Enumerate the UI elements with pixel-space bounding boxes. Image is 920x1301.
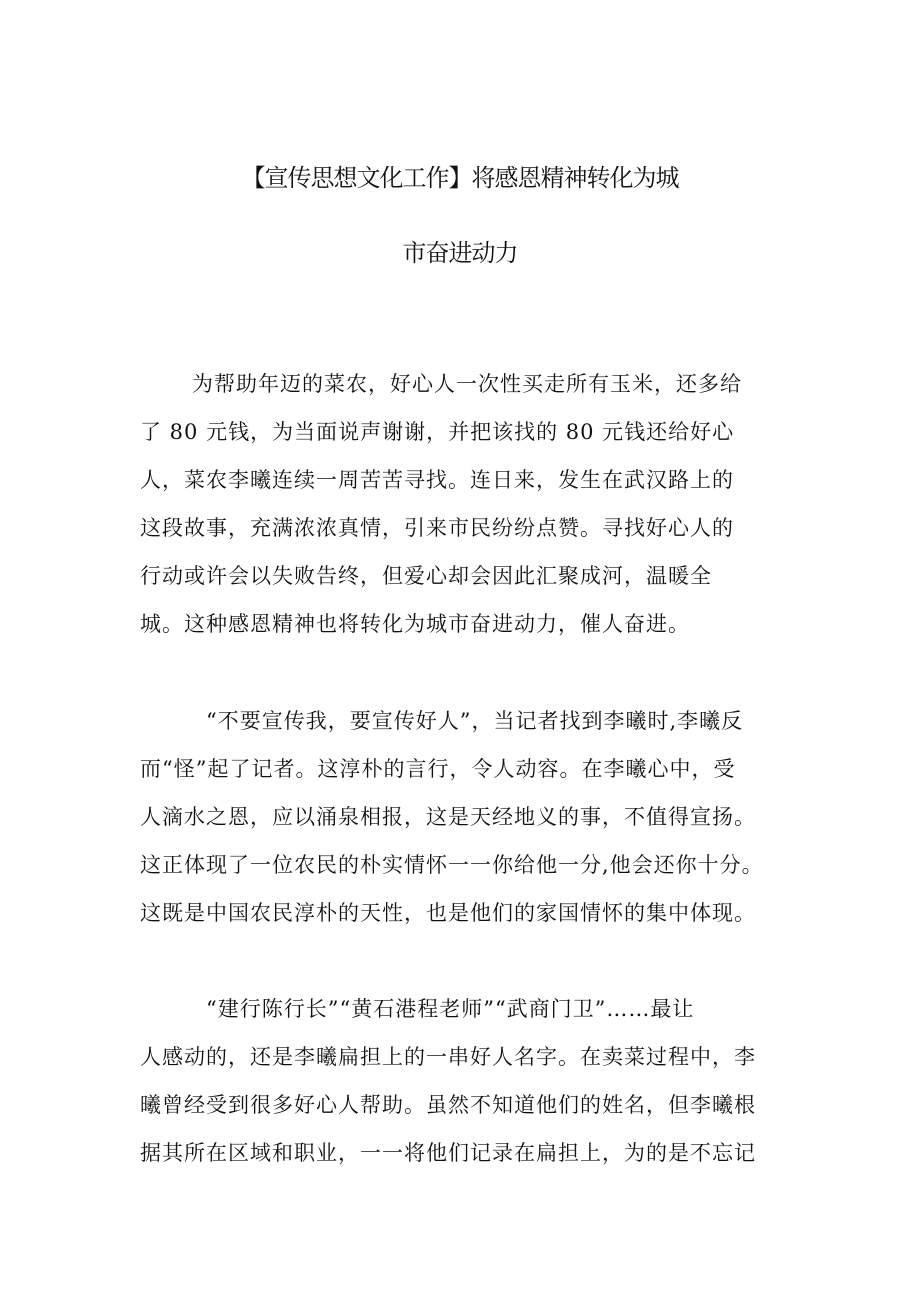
paragraph-3-line-2: 人感动的，还是李曦扁担上的一串好人名字。在卖菜过程中，李: [140, 1045, 756, 1069]
paragraph-3-line-1: “建行陈行长”“黄石港程老师”“武商门卫”……最让: [206, 997, 695, 1021]
title-line-2: 市奋进动力: [402, 239, 518, 267]
paragraph-1-line-5: 行动或许会以失败告终，但爱心却会因此汇聚成河，温暖全: [140, 564, 712, 588]
paragraph-3-line-4: 据其所在区域和职业，一一将他们记录在扁担上，为的是不忘记: [140, 1141, 756, 1165]
paragraph-2-line-4: 这正体现了一位农民的朴实情怀一一你给他一分,他会还你十分。: [140, 853, 764, 877]
paragraph-1-line-3: 人，菜农李曦连续一周苦苦寻找。连日来，发生在武汉路上的: [140, 468, 734, 492]
paragraph-1-line-4: 这段故事，充满浓浓真情，引来市民纷纷点赞。寻找好心人的: [140, 516, 734, 540]
paragraph-2-line-2: 而“怪”起了记者。这淳朴的言行，令人动容。在李曦心中，受: [140, 757, 736, 781]
paragraph-1-line-1: 为帮助年迈的菜农，好心人一次性买走所有玉米，还多给: [192, 372, 742, 396]
title-line-1: 【宣传思想文化工作】将感恩精神转化为城: [241, 164, 679, 192]
paragraph-3-line-3: 曦曾经受到很多好心人帮助。虽然不知道他们的姓名，但李曦根: [140, 1093, 756, 1117]
paragraph-1-line-2: 了 80 元钱，为当面说声谢谢，并把该找的 80 元钱还给好心: [140, 420, 735, 444]
paragraph-2-line-5: 这既是中国农民淳朴的天性，也是他们的家国情怀的集中体现。: [140, 901, 756, 925]
paragraph-2-line-3: 人滴水之恩，应以涌泉相报，这是天经地义的事，不值得宣扬。: [140, 805, 756, 829]
paragraph-2-line-1: “不要宣传我，要宣传好人”，当记者找到李曦时,李曦反: [206, 709, 744, 733]
paragraph-1-line-6: 城。这种感恩精神也将转化为城市奋进动力，催人奋进。: [140, 612, 690, 636]
